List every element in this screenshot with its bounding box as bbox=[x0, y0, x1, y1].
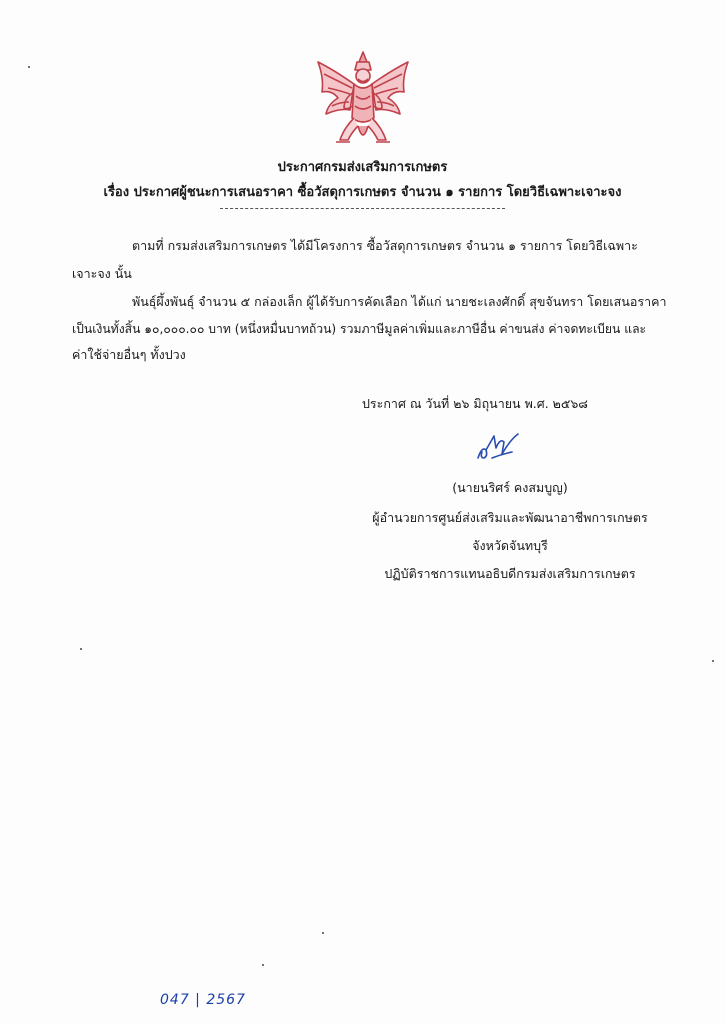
body-paragraph-1-line-2: เจาะจง นั้น bbox=[72, 266, 132, 281]
signatory-position-line-3: ปฏิบัติราชการแทนอธิบดีกรมส่งเสริมการเกษตร bbox=[384, 566, 636, 581]
signature-icon bbox=[472, 428, 524, 464]
body-paragraph-1-line-1: ตามที่ กรมส่งเสริมการเกษตร ได้มีโครงการ ซื้อวัสดุการเกษตร จำนวน ๑ รายการ โดยวิธีเฉพาะ bbox=[132, 238, 638, 253]
signatory-name: (นายนริศร์ คงสมบูญ) bbox=[452, 480, 568, 495]
garuda-emblem-icon bbox=[314, 48, 412, 152]
handwritten-reference-note: 047 | 2567 bbox=[160, 992, 246, 1008]
signatory-position-line-1: ผู้อำนวยการศูนย์ส่งเสริมและพัฒนาอาชีพการเกษตร bbox=[372, 510, 648, 525]
body-paragraph-2-line-1: พันธุ์ผึ้งพันธุ์ จำนวน ๕ กล่องเล็ก ผู้ได้รับการคัดเลือก ได้แก่ นายชะเลงศักดิ์ สุขจันทรา โดยเสนอราคา bbox=[132, 294, 667, 309]
announcement-date: ประกาศ ณ วันที่ ๒๖ มิถุนายน พ.ศ. ๒๕๖๘ bbox=[362, 396, 588, 411]
body-paragraph-2-line-3: ค่าใช้จ่ายอื่นๆ ทั้งปวง bbox=[72, 347, 186, 362]
scan-speck bbox=[262, 964, 264, 966]
document-title: ประกาศกรมส่งเสริมการเกษตร bbox=[277, 160, 448, 175]
header-divider bbox=[220, 208, 505, 209]
body-paragraph-2-line-2: เป็นเงินทั้งสิ้น ๑๐,๐๐๐.๐๐ บาท (หนึ่งหมื่นบาทถ้วน) รวมภาษีมูลค่าเพิ่มและภาษีอื่น ค่าขนส่ง ค่าจดทะเบียน และ bbox=[72, 322, 647, 336]
scan-speck bbox=[80, 648, 82, 650]
document-subject: เรื่อง ประกาศผู้ชนะการเสนอราคา ซื้อวัสดุการเกษตร จำนวน ๑ รายการ โดยวิธีเฉพาะเจาะจง bbox=[103, 185, 622, 200]
scan-speck bbox=[322, 932, 324, 934]
signatory-position-line-2: จังหวัดจันทบุรี bbox=[472, 538, 548, 553]
scan-speck bbox=[712, 660, 714, 662]
scan-speck bbox=[28, 66, 30, 68]
